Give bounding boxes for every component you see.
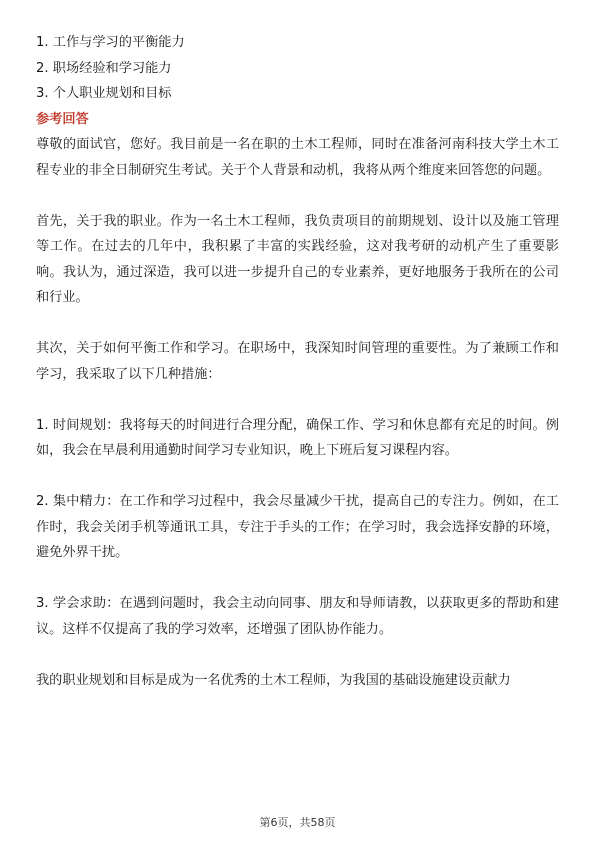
page-footer: 第6页，共58页: [259, 816, 336, 829]
paragraph: 3. 学会求助：在遇到问题时，我会主动向同事、朋友和导师请教，以获取更多的帮助和建议。这样不仅提高了我的学习效率，还增强了团队协作能力。: [36, 596, 559, 637]
document-page: [36, 30, 559, 719]
answer-heading: 参考回答: [36, 111, 89, 127]
paragraph: 1. 时间规划：我将每天的时间进行合理分配，确保工作、学习和休息都有充足的时间。例如，我会在早晨利用通勤时间学习专业知识，晚上下班后复习课程内容。: [36, 417, 559, 458]
paragraph: 尊敬的面试官，您好。我目前是一名在职的土木工程师，同时在准备河南科技大学土木工程专业的非全日制研究生考试。关于个人背景和动机，我将从两个维度来回答您的问题。: [36, 137, 559, 178]
paragraph: 2. 集中精力：在工作和学习过程中，我会尽量减少干扰，提高自己的专注力。例如，在工作时，我会关闭手机等通讯工具，专注于手头的工作；在学习时，我会选择安静的环境，避免外界干扰。: [36, 494, 559, 560]
paragraph: 首先，关于我的职业。作为一名土木工程师，我负责项目的前期规划、设计以及施工管理等工作。在过去的几年中，我积累了丰富的实践经验，这对我考研的动机产生了重要影响。我认为，通过深造，我可以进一步提升自己的专业素养，更好地服务于我所在的公司和行业。: [36, 213, 559, 305]
list-item: 2. 职场经验和学习能力: [36, 60, 172, 76]
paragraph: 其次，关于如何平衡工作和学习。在职场中，我深知时间管理的重要性。为了兼顾工作和学习，我采取了以下几种措施：: [36, 341, 559, 382]
list-item: 3. 个人职业规划和目标: [36, 86, 172, 101]
list-item: 1. 工作与学习的平衡能力: [36, 35, 185, 50]
paragraph: 我的职业规划和目标是成为一名优秀的土木工程师，为我国的基础设施建设贡献力: [36, 672, 511, 688]
